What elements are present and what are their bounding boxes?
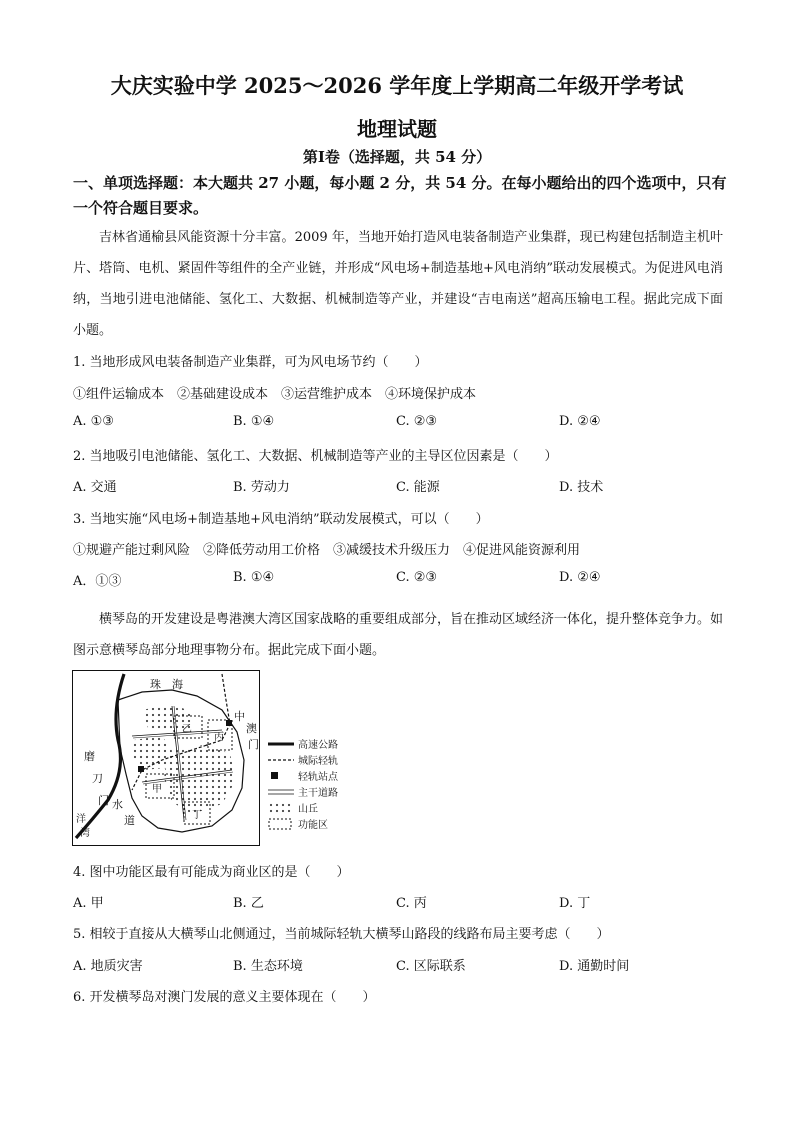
label-jia: 甲	[152, 784, 162, 795]
option-a: A. 交通	[73, 480, 117, 495]
option-a: A. 地质灾害	[73, 959, 143, 974]
legend-expressway	[268, 736, 388, 752]
light-rail-symbol	[268, 754, 294, 766]
question-2-options	[73, 476, 733, 496]
question-3-options	[73, 570, 733, 590]
option-c: C. 区际联系	[396, 959, 466, 974]
passage-wind-power: 吉林省通榆县风能资源十分丰富。2009 年，当地开始打造风电装备制造产业集群，现已构建包括制造主机叶片、塔筒、电机、紧固件等组件的全产业链，并形成“风电场+制造基地+风电消纳”联动发展模式。为促进风电消纳，当地引进电池储能、氢化工、大数据、机械制造等产业，并建设“吉电南送”超高压输电工程。据此完成下面小题。	[73, 230, 723, 338]
option-d: D. 技术	[559, 480, 604, 495]
expressway-symbol	[268, 738, 294, 750]
zone-symbol	[268, 818, 294, 830]
option-b: B. 劳动力	[233, 480, 290, 495]
question-6-stem: 6. 开发横琴岛对澳门发展的意义主要体现在（ ）	[73, 990, 376, 1005]
label-mo: 磨	[84, 750, 95, 763]
option-d: D. ②④	[559, 414, 601, 429]
option-c: C. ②③	[396, 414, 438, 429]
label-hai: 海	[172, 678, 183, 691]
legend-light-rail	[268, 752, 388, 768]
label-yang: 洋	[76, 814, 86, 825]
option-b: B. 生态环境	[233, 959, 303, 974]
option-c: C. 能源	[396, 480, 440, 495]
question-4-stem: 4. 图中功能区最有可能成为商业区的是（ ）	[73, 865, 350, 880]
question-3-stem: 3. 当地实施“风电场+制造基地+风电消纳”联动发展模式，可以（ ）	[73, 512, 489, 527]
label-dao2: 道	[124, 814, 135, 827]
legend-label: 高速公路	[298, 740, 338, 751]
label-men: 门	[248, 738, 259, 751]
label-yi: 乙	[182, 724, 192, 735]
legend-label: 城际轻轨	[298, 756, 338, 767]
legend-main-road	[268, 784, 388, 800]
subject-title: 地理试题	[357, 117, 437, 141]
question-5-stem: 5. 相较于直接从大横琴山北侧通过，当前城际轻轨大横琴山路段的线路布局主要考虑（ ）	[73, 927, 610, 942]
passage-hengqin: 横琴岛的开发建设是粤港澳大湾区国家战略的重要组成部分，旨在推动区域经济一体化，提升整体竞争力。如图示意横琴岛部分地理事物分布。据此完成下面小题。	[73, 612, 724, 658]
label-men2: 门	[98, 794, 109, 807]
hill-symbol	[268, 802, 294, 814]
option-d: D. 通勤时间	[559, 959, 630, 974]
legend-station	[268, 768, 388, 784]
question-4-options	[73, 892, 733, 912]
label-bing: 丙	[214, 732, 224, 743]
legend-zone	[268, 816, 388, 832]
option-a: A．①③	[73, 574, 122, 589]
question-1-options	[73, 414, 733, 434]
legend-label: 轻轨站点	[298, 772, 338, 783]
label-zhong: 中	[234, 710, 245, 723]
main-road-symbol	[268, 786, 294, 798]
option-a: A. ①③	[73, 414, 114, 429]
exam-title: 大庆实验中学 2025～2026 学年度上学期高二年级开学考试	[110, 73, 684, 98]
question-2-stem: 2. 当地吸引电池储能、氢化工、大数据、机械制造等产业的主导区位因素是（ ）	[73, 449, 558, 464]
hengqin-map	[72, 670, 260, 846]
option-d: D. ②④	[559, 570, 601, 585]
option-b: B. ①④	[233, 570, 275, 585]
question-1-statements: ①组件运输成本 ②基础建设成本 ③运营维护成本 ④环境保护成本	[73, 387, 477, 402]
question-3-statements: ①规避产能过剩风险 ②降低劳动用工价格 ③减缓技术升级压力 ④促进风能资源利用	[73, 543, 581, 558]
legend-label: 功能区	[298, 820, 328, 831]
label-wan: 湾	[80, 828, 90, 839]
label-ao: 澳	[246, 722, 257, 735]
option-c: C. ②③	[396, 570, 438, 585]
question-1-stem: 1. 当地形成风电装备制造产业集群，可为风电场节约（ ）	[73, 355, 428, 370]
legend-hill	[268, 800, 388, 816]
station-west	[138, 766, 144, 772]
option-b: B. ①④	[233, 414, 275, 429]
option-b: B. 乙	[233, 896, 264, 911]
section-instruction: 一、单项选择题：本大题共 27 小题，每小题 2 分，共 54 分。在每小题给出的四个选项中，只有一个符合题目要求。	[73, 174, 727, 217]
legend-label: 山丘	[298, 804, 318, 815]
legend-label: 主干道路	[298, 788, 338, 799]
option-c: C. 丙	[396, 896, 427, 911]
label-dao: 刀	[92, 772, 103, 785]
map-legend	[268, 736, 388, 832]
question-5-options	[73, 955, 733, 975]
option-d: D. 丁	[559, 896, 591, 911]
label-zhu: 珠	[150, 678, 161, 691]
label-ding: 丁	[192, 810, 202, 821]
station-north	[226, 720, 232, 726]
station-symbol	[268, 770, 294, 782]
part-title: 第Ⅰ卷（选择题，共 54 分）	[302, 148, 492, 166]
label-shui: 水	[112, 798, 123, 811]
option-a: A. 甲	[73, 896, 104, 911]
